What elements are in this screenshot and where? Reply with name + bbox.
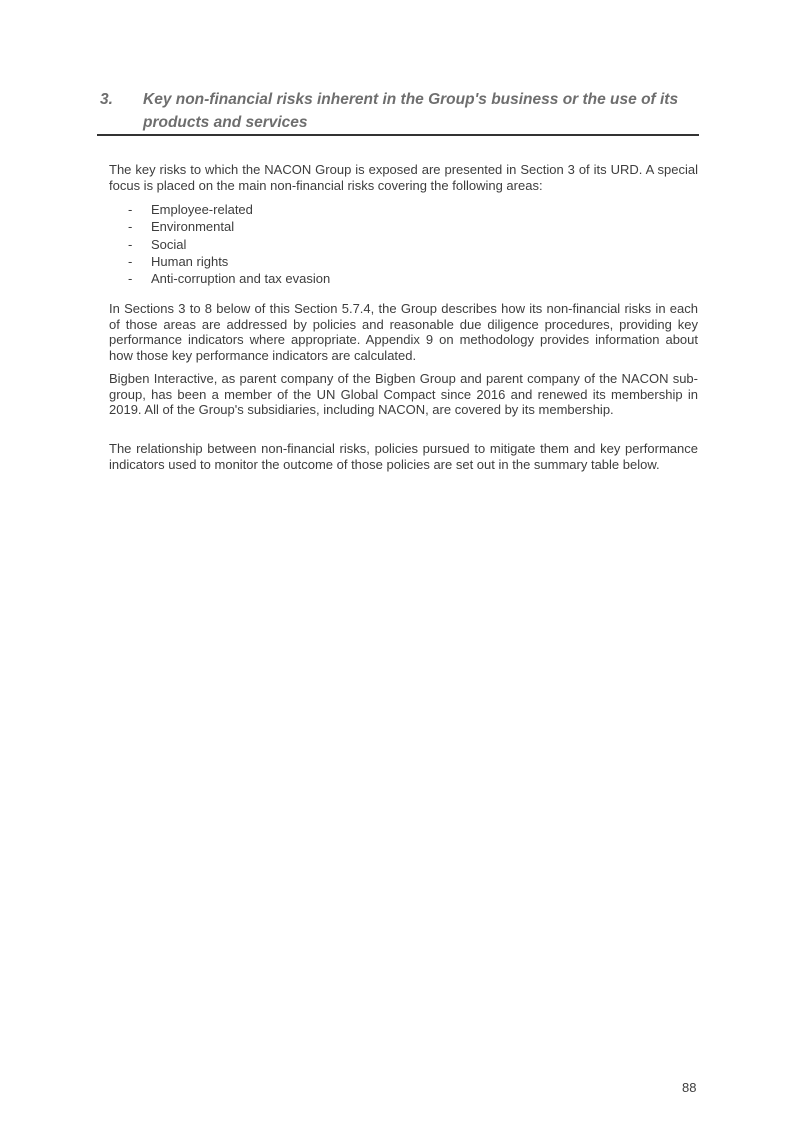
list-item [128,253,330,270]
dash-bullet: - [128,253,133,269]
list-item [128,270,330,287]
dash-bullet: - [128,219,133,235]
list-item [128,218,330,235]
list-item-label: Anti-corruption and tax evasion [151,271,331,287]
list-item-label: Human rights [151,253,229,269]
page-number: 88 [682,1080,697,1095]
paragraph-intro: The key risks to which the NACON Group is exposed are presented in Section 3 of its URD. A special focus is placed on the main non-financial risks covering the following areas: [109,162,698,193]
dash-bullet: - [128,236,133,252]
heading-underline-rule [97,134,699,136]
paragraph-un-global-compact: Bigben Interactive, as parent company of the Bigben Group and parent company of the NACON sub-group, has been a member of the UN Global Compact since 2016 and renewed its membership in 2019. All of the Group's subsidiaries, including NACON, are covered by its membership. [109,371,698,417]
list-item [128,236,330,253]
section-heading [100,88,700,134]
list-item [128,201,330,218]
risk-areas-list [128,201,330,287]
list-item-label: Social [151,236,187,252]
dash-bullet: - [128,271,133,287]
section-heading-number: 3. [100,91,113,108]
paragraph-sections-detail: In Sections 3 to 8 below of this Section 5.7.4, the Group describes how its non-financial risks in each of those areas are addressed by policies and reasonable due diligence procedures, providing key performance indicators where appropriate. Appendix 9 on methodology provides information about how those key performance indicators are calculated. [109,301,698,363]
paragraph-summary-table-note: The relationship between non-financial risks, policies pursued to mitigate them and key performance indicators used to monitor the outcome of those policies are set out in the summary table below. [109,441,698,472]
list-item-label: Environmental [151,219,235,235]
section-heading-title: Key non-financial risks inherent in the Group's business or the use of its products and services [143,91,679,131]
dash-bullet: - [128,202,133,217]
list-item-label: Employee-related [151,202,253,217]
